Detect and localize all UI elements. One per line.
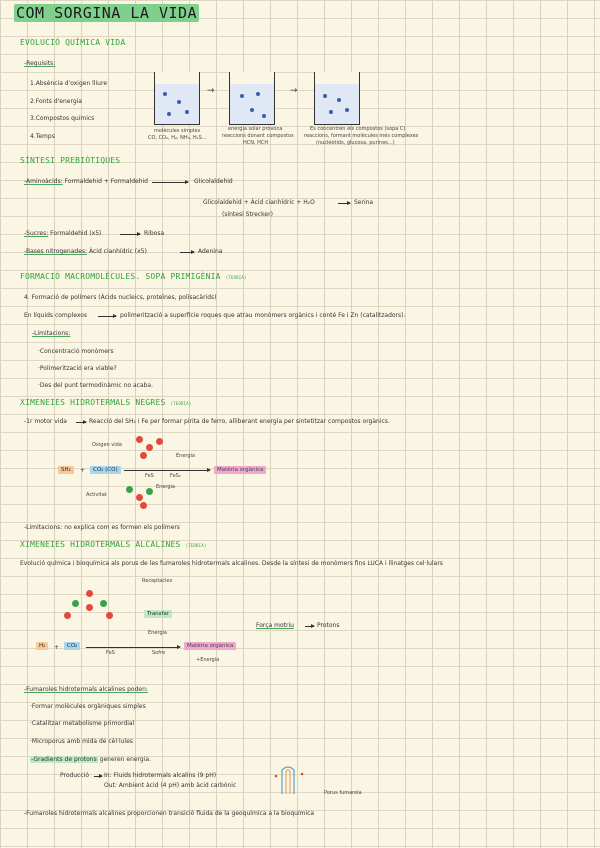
section-heading-sintesi: SÍNTESI PREBIÒTIQUES — [20, 156, 121, 165]
reaction-arrow — [152, 182, 188, 183]
molecule-ball — [140, 452, 147, 459]
molecule-dot — [329, 110, 333, 114]
molecule-dot — [177, 100, 181, 104]
reaction-arrow — [120, 234, 140, 235]
molecule-dot — [256, 92, 260, 96]
limitation-item: ·Concentració monòmers — [38, 348, 114, 355]
molecule-ball — [156, 438, 163, 445]
energia-label: Energia — [176, 453, 195, 459]
requisit-item: 4.Temps — [30, 133, 55, 140]
strecker-note: (síntesi Strecker) — [222, 211, 273, 218]
section-heading-evolucio: EVOLUCIÓ QUÍMICA VIDA — [20, 38, 126, 47]
materia-box: Matèria orgànica — [214, 466, 266, 474]
limitacions-label: -Limitacions: — [32, 330, 71, 337]
sh2-box: SH₂ — [58, 466, 74, 474]
fumaroles-item: ·Formar molècules orgàniques simples — [30, 703, 146, 710]
reaction-arrow — [94, 776, 102, 777]
molecule-ball — [140, 502, 147, 509]
fes-label: FeS — [106, 650, 115, 656]
energia-label: Energia — [148, 630, 167, 636]
oxigen-label: Oxigen vida — [92, 442, 122, 448]
reaction-arrow — [98, 316, 116, 317]
beaker-caption: (nucleòtids, glucosa, purines...) — [316, 140, 395, 146]
text-line: Evolució química i bioquímica als porus de les fumaroles hidrotermals alcalines. Desde la síntesi de monòmers fins LUCA i llinatges cel·lulars — [20, 560, 443, 567]
materia-box: Matèria orgànica — [184, 642, 236, 650]
molecule-ball — [126, 486, 133, 493]
requisit-item: 2.Fonts d'energia — [30, 98, 82, 105]
reaction-arrow — [305, 626, 314, 627]
molecule-ball — [136, 494, 143, 501]
aminoacids-label: -Aminoàcids: Formaldehid + Formaldehid — [24, 178, 148, 185]
arrow-glyph: → — [207, 86, 215, 96]
molecule-dot — [185, 110, 189, 114]
bases-line: -Bases nitrogenades: Àcid cianhídric (x5) — [24, 248, 147, 255]
reaction-arrow — [76, 422, 86, 423]
molecule-dot — [323, 94, 327, 98]
reaction-arrow — [180, 252, 194, 253]
molecule-dot — [240, 94, 244, 98]
out-line: Out: Ambient àcid (4 pH) amb àcid carbònic — [104, 782, 237, 789]
beaker-caption: reaccions donant compostos — [222, 133, 294, 139]
beaker-illustration-3 — [314, 72, 360, 125]
energia-label: Energia — [156, 484, 175, 490]
section-heading-formacio: FORMACIÓ MACROMOLÈCULES. SOPA PRIMIGÈNIA (TEORIA) — [20, 272, 247, 281]
reaction-arrow — [124, 470, 210, 471]
final-line: -Fumaroles hidrotermals alcalines proporcionen transició fluida de la geoquímica a la bioquímica — [24, 810, 315, 817]
molecule-ball — [64, 612, 71, 619]
requisit-item: 3.Compostos químics — [30, 115, 95, 122]
beaker-illustration-2 — [229, 72, 275, 125]
molecule-dot — [345, 108, 349, 112]
molecule-dot — [250, 108, 254, 112]
section-heading-alcalines: XIMENEIES HIDROTERMALS ALCALINES (TEORIA) — [20, 540, 207, 549]
section-heading-negres: XIMENEIES HIDROTERMALS NEGRES (TEORIA) — [20, 398, 192, 407]
arrow-glyph: → — [290, 86, 298, 96]
h2-box: H₂ — [36, 642, 48, 650]
porus-label: Porus fumarola — [324, 790, 362, 796]
equation: Glicolaldehid + Àcid cianhídric + H₂O — [203, 199, 315, 206]
forca-line: Força motriu — [256, 622, 294, 629]
molecule-ball — [86, 590, 93, 597]
molecule-ball — [106, 612, 113, 619]
beaker-caption: molècules simples — [154, 128, 201, 134]
limitation-note: -Limitacions: no explica com es formen els polímers — [24, 524, 180, 531]
sofre-label: Sofre — [152, 650, 166, 656]
gradient-line: -Gradients de protons generen energia. — [31, 756, 151, 763]
molecule-dot — [163, 92, 167, 96]
reaction-arrow — [86, 647, 180, 648]
beaker-illustration-1 — [154, 72, 200, 125]
beaker-caption: CO, CO₂, H₂, NH₃, H₂S... — [148, 135, 207, 141]
limitation-item: ·Polimerització era viable? — [38, 365, 117, 372]
molecule-dot — [167, 112, 171, 116]
protons-label: Protons — [317, 622, 340, 629]
fes-label: FeS — [145, 473, 154, 479]
molecule-ball — [146, 444, 153, 451]
beaker-caption: HCN, HCH — [243, 140, 269, 146]
product: Adenina — [198, 248, 223, 255]
co2-box: CO₂ — [64, 642, 80, 650]
limitation-item: ·Des del punt termodinàmic no acaba. — [38, 382, 154, 389]
energia-label: +Energia — [196, 657, 220, 663]
transfer-box: Transfer — [144, 610, 172, 618]
molecule-ball — [100, 600, 107, 607]
molecule-ball — [146, 488, 153, 495]
motor-line-1: -1r motor vida — [24, 418, 67, 425]
text-line-2: polimerització a superfície roques que atrau monòmers orgànics i conté Fe i Zn (catalitzadors). — [120, 312, 406, 319]
requisits-label: -Requisits: — [24, 60, 56, 67]
fumaroles-label: -Fumaroles hidrotermals alcalines poden: — [24, 686, 148, 693]
reaction-arrow — [338, 203, 350, 204]
sucres-line: -Sucres: Formaldehid (x5) — [24, 230, 102, 237]
product: Serina — [354, 199, 374, 206]
beaker-caption: Es concentren els compostos (sopa C) — [310, 126, 406, 132]
activitat-label: Activitat — [86, 492, 107, 498]
in-line: In: Fluids hidrotermals alcalins (9 pH) — [104, 772, 217, 779]
porus-illustration — [268, 762, 328, 796]
requisit-item: 1.Absència d'oxigen lliure — [30, 80, 108, 87]
motor-line-2: Reacció del SH₂ i Fe per formar pirita de ferro, alliberant energia per sintetitzar compostos orgànics. — [89, 418, 390, 425]
molecule-dot — [337, 98, 341, 102]
text-line: 4. Formació de polímers (Àcids nucleics, proteïnes, polisacàrids) — [24, 294, 217, 301]
fumaroles-item: ·Catalitzar metabolisme primordial — [30, 720, 135, 727]
molecule-ball — [86, 604, 93, 611]
molecule-ball — [72, 600, 79, 607]
receptacles-label: Receptacles — [142, 578, 173, 584]
product: Ribosa — [144, 230, 165, 237]
molecule-ball — [136, 436, 143, 443]
co2-box: CO₂ (CO) — [90, 466, 121, 474]
molecule-dot — [262, 114, 266, 118]
beaker-caption: reaccions, formant molècules més complexes — [304, 133, 419, 139]
fes2-label: FeS₂ — [170, 473, 181, 479]
plus-sign: + — [80, 467, 86, 474]
beaker-caption: energia solar provoca — [228, 126, 283, 132]
text-line-1: En líquids complexos — [24, 312, 87, 319]
produccio-label: Producció — [60, 772, 90, 779]
plus-sign: + — [54, 644, 60, 651]
fumaroles-item: ·Microporus amb mida de cèl·lules — [30, 738, 133, 745]
page-title: COM SORGINA LA VIDA — [16, 4, 198, 22]
product: Glicolaldehid — [194, 178, 233, 185]
